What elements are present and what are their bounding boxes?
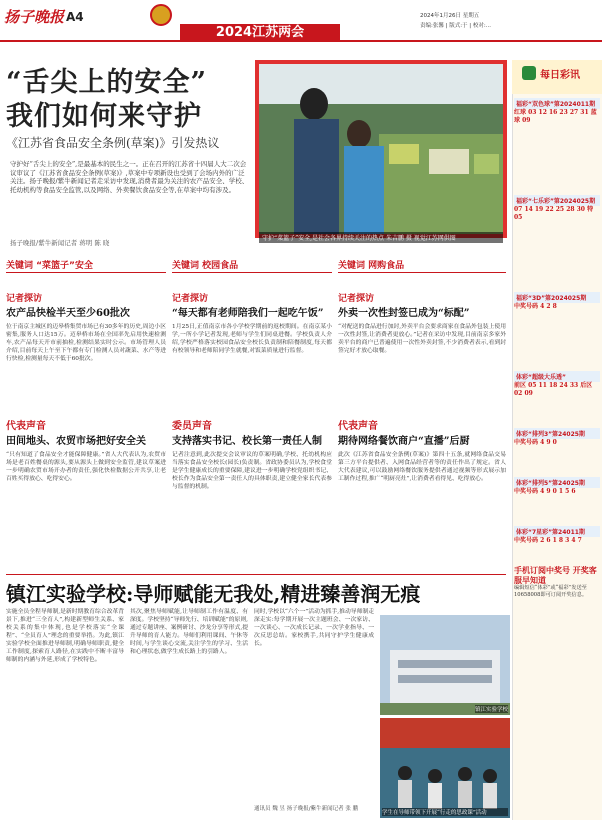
section-kicker: 记者探访 bbox=[338, 294, 375, 304]
column-campus-food bbox=[172, 258, 332, 571]
photo-caption: 守护“菜篮子”安全,是社会各界持续关注的热点 朱吉鹏 摄 视觉江苏网供图 bbox=[259, 232, 503, 243]
section-voice: 代表声音 bbox=[338, 421, 378, 432]
rail-notice-body: 编辑短信“体彩”或“福彩”发送至10658008即可订阅开奖信息。 bbox=[514, 585, 588, 598]
rail-block-head: 体彩“7星彩”第24011期 bbox=[514, 526, 600, 537]
section-divider bbox=[6, 574, 506, 575]
section-voice: 委员声音 bbox=[172, 421, 212, 432]
bottom-credits: 通讯员 魏 昱 扬子晚报/紫牛新闻记者 张 鹏 bbox=[254, 806, 359, 812]
voice-body: 此次《江苏省食品安全条例(草案)》第四十五条,就网络食品交易第三方平台提供者、入网食品经营者等的责任作出了规定。省人大代表建议,可以鼓励网络餐饮服务提供者通过视频等形式展示加工制作过程,推广“明厨亮灶”,让消费者看得见、吃得放心。 bbox=[338, 452, 506, 482]
rail-block-head: 福彩“七乐彩”第2024025期 bbox=[514, 195, 600, 206]
bottom-body-col3: 同时,学校以“六个一”活动为抓手,推动导师制走深走实:每学期开展一次主题班会、一次家访、一次谈心、一次成长记录、一次学业指导、一次反思总结。家校携手,共同守护学生健康成长。 bbox=[254, 609, 374, 647]
market-scene-illustration bbox=[259, 64, 503, 234]
school-building-illustration bbox=[380, 615, 510, 715]
school-photo bbox=[380, 615, 510, 715]
rail-block-numbers: 中奖号码 4 9 0 1 5 6 bbox=[514, 488, 576, 495]
headline-line1: “舌尖上的安全” bbox=[6, 67, 208, 98]
rail-header bbox=[512, 60, 602, 94]
rail-block-head: 体彩“排列5”第24025期 bbox=[514, 477, 600, 488]
rail-notice-title: 手机订阅中奖号 开奖客服早知道 bbox=[514, 565, 597, 585]
voice-body: 记者注意到,此次提交会议审议的草案明确,学校、托幼机构应当落实食品安全校长(园长)负责制。省政协委员认为,学校食堂是学生健康成长的重要保障,建议进一步明确学校党组织书记、校长作为食品安全第一责任人的具体职责,建立健全家长代表参与监督的机制。 bbox=[172, 452, 332, 490]
section-body: 1月25日,正值南京市各小学校学期前的返校期间。在南京某小学,一所小学记者发现,老师与学生们同桌进餐。学校负责人介绍,学校严格落实校园食品安全校长负责制和陪餐制度,每天都有校领导和老师陪同学生就餐,对饭菜质量进行监督。 bbox=[172, 324, 332, 354]
section-voice: 代表声音 bbox=[6, 421, 46, 432]
students-activity-illustration bbox=[380, 718, 510, 818]
rail-block-head: 福彩“3D”第2024025期 bbox=[514, 292, 600, 303]
photo-caption: 学生在导师带领下开展“行走的思政课”活动 bbox=[382, 808, 508, 816]
rail-block-head: 体彩“排列3”第24025期 bbox=[514, 428, 600, 439]
activity-photo bbox=[380, 718, 510, 818]
section-title: 外卖一次性封签已成为“标配” bbox=[338, 308, 470, 319]
rail-title: 每日彩讯 bbox=[540, 70, 580, 81]
section-tag: 关键词 校园食品 bbox=[172, 258, 332, 273]
bottom-body-col1: 实施全员全程导师制,是新时期教育综合改革背景下,推进“三全育人”,构建新型师生关系、家校关系的集中体现,也是学校落实“全课程”、“全员育人”理念的重要举措。为此,镇江实验学校全面推进导师制,明确导师职责,健全工作制度,探索育人路径,在实践中不断丰富导师制的内涵与外延,形成了学校特色。 bbox=[6, 609, 124, 663]
section-banner: 2024江苏两会 bbox=[180, 24, 340, 42]
rail-block-head: 体彩“超级大乐透” bbox=[514, 371, 600, 382]
voice-title: 期待网络餐饮商户“直播”后厨 bbox=[338, 436, 470, 447]
rail-block-numbers: 红球 03 12 16 23 27 31 蓝球 09 bbox=[514, 109, 597, 124]
bottom-body-col2: 其次,聚焦导师赋能,让导师制工作有温度、有深度。学校坚持“导师先行、培训赋能”的原则,通过专题讲座、案例研讨、沙龙分享等形式,提升导师的育人能力。导师们利用课间、午休等时间,与学生谈心交流,关注学生的学习、生活和心理状态,做学生成长路上的引路人。 bbox=[130, 609, 248, 655]
editor-line: 责编:张馨 | 版式:于 | 校对:... bbox=[420, 23, 492, 29]
rail-block-numbers: 中奖号码 4 2 8 bbox=[514, 303, 557, 310]
section-body: 位于南京主城区的迈皋桥集贸市场已有30多年的历史,周边小区密集,服务人口达15万。迈皋桥市场在全国率先启用快速检测车,农产品每天开市前抽检,检测结果实时公示。市场管理人员介绍,目前每天上午至下午都有专门检测人员对蔬菜、水产等进行快检,检测量每天不低于60批次。 bbox=[6, 324, 166, 362]
section-kicker: 记者探访 bbox=[6, 294, 43, 304]
section-title: 农产品快检半天至少60批次 bbox=[6, 308, 130, 319]
section-kicker: 记者探访 bbox=[172, 294, 209, 304]
page-number: A4 bbox=[66, 10, 84, 24]
voice-body: “只有知道了食品安全才能保障健康。”省人大代表认为,农贸市场是老百姓餐桌的源头,要从源头上做到安全监管,建议草案进一步明确农贸市场开办者的责任,强化快检数据公开共享,让老百姓买得放心、吃得安心。 bbox=[6, 452, 166, 482]
photo-caption: 镇江实验学校 bbox=[474, 707, 508, 713]
lottery-logo-icon bbox=[522, 66, 536, 80]
headline-subtitle: 《江苏省食品安全条例(草案)》引发热议 bbox=[6, 136, 220, 150]
section-title: “每天都有老师陪我们一起吃午饭” bbox=[172, 308, 324, 319]
headline-line2: 我们如何来守护 bbox=[6, 101, 202, 132]
lead-photo bbox=[255, 60, 507, 238]
voice-title: 田间地头、农贸市场把好安全关 bbox=[6, 436, 146, 447]
rail-block-numbers: 中奖号码 4 9 0 bbox=[514, 439, 557, 446]
rail-block-numbers: 前区 05 11 18 24 33 后区 02 09 bbox=[514, 382, 593, 397]
rail-blocks bbox=[514, 98, 600, 599]
rail-block-head: 福彩“双色球”第2024011期 bbox=[514, 98, 600, 109]
rail-block-numbers: 07 14 19 22 25 28 30 特 05 bbox=[514, 206, 594, 221]
section-tag: 关键词 “菜篮子”安全 bbox=[6, 258, 166, 273]
voice-title: 支持落实书记、校长第一责任人制 bbox=[172, 436, 322, 447]
column-online-food bbox=[338, 258, 506, 571]
bottom-headline: 镇江实验学校:导师赋能无我处,精进臻善润无痕 bbox=[6, 582, 421, 606]
newspaper-logo: 扬子晚报 bbox=[4, 8, 65, 26]
column-vegetable-basket bbox=[6, 258, 166, 571]
date-line: 2024年1月26日 星期五 bbox=[420, 13, 480, 19]
emblem-icon bbox=[150, 4, 172, 26]
section-tag: 关键词 网购食品 bbox=[338, 258, 506, 273]
reporter-line: 扬子晚报/紫牛新闻记者 蒋明 陈 晓 bbox=[10, 239, 110, 247]
section-body: “对配送的食品进行加封,外卖平台会要求商家在食品外包装上使用一次性封签,让消费者更放心。”记者在采访中发现,目前南京多家外卖平台的商户已普遍使用一次性外卖封签,不少消费者表示,看到封签完好才放心取餐。 bbox=[338, 324, 506, 354]
rail-block-numbers: 中奖号码 2 6 1 8 3 4 7 bbox=[514, 537, 582, 544]
intro-text: 守护好“舌尖上的安全”,是最基本的民生之一。正在召开的江苏省十四届人大二次会议审议了《江苏省食品安全条例(草案)》,草案中专项新设也受到了会场内外的广泛关注。扬子晚报/紫牛新闻记者走采访中发现,消费者最为关注的农产品安全、学校、托幼机构等食品安全监管,以及网络、外卖餐饮食品安全等,在草案中均有涉及。 bbox=[10, 160, 249, 194]
